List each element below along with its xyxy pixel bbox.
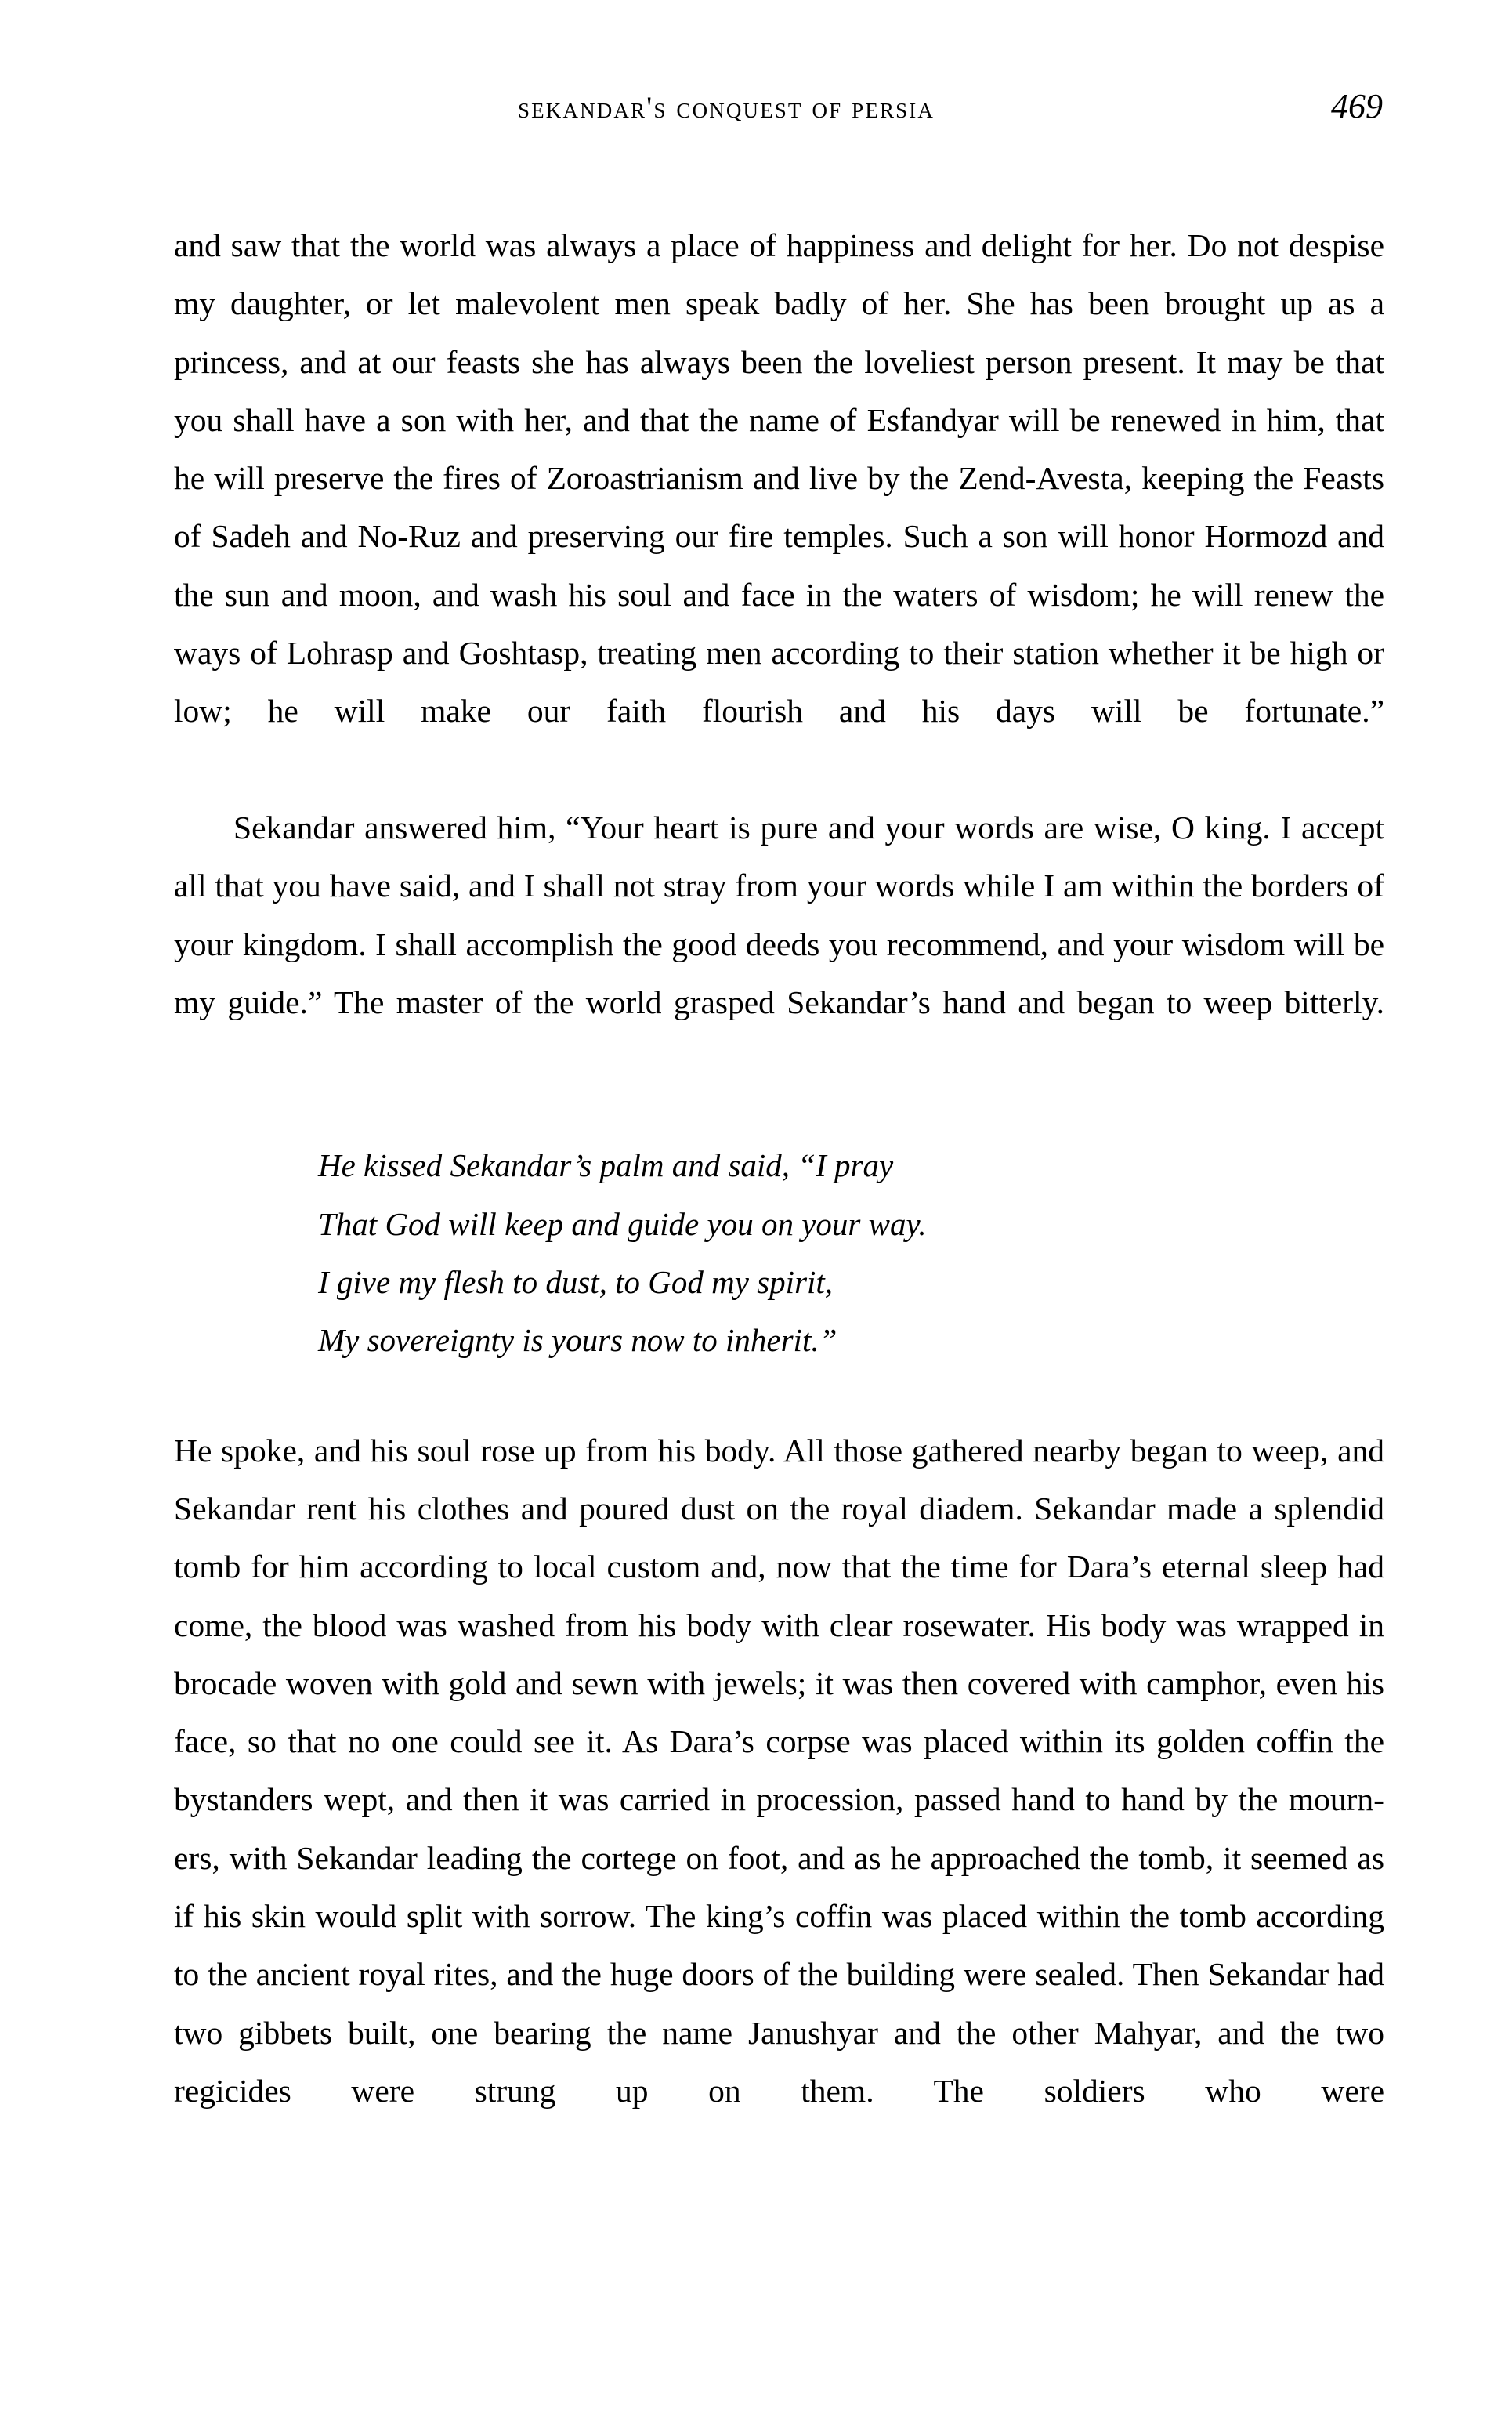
paragraph-2: Sekandar answered him, “Your heart is pure and your words are wise, O king. I accept all that you have said, and I shall not stray from your words while I am within the borders of your kingdom. I shall accomplish the good deeds you recommend, and your wisdom will be my guide.” The master of the world grasped Sekandar’s hand and began to weep bitterly. [174, 809, 1384, 1020]
verse-line-2: That God will keep and guide you on your way. [318, 1205, 927, 1242]
verse-line-3: I give my flesh to dust, to God my spirit, [318, 1264, 834, 1301]
page-number: 469 [1331, 87, 1383, 125]
running-head-title: sekandar's conquest of persia [518, 91, 935, 125]
running-head [174, 87, 1383, 139]
verse-line-1: He kissed Sekandar’s palm and said, “I pray [318, 1147, 894, 1184]
paragraph-3: He spoke, and his soul rose up from his body. All those gathered nearby began to weep, and Sekandar rent his clothes and poured dust on the royal diadem. Sekandar made a splendid tomb for him according to local custom and, now that the time for Dara’s eternal sleep had come, the blood was washed from his body with clear rosewater. His body was wrapped in brocade woven with gold and sewn with jewels; it was then covered with camphor, even his face, so that no one could see it. As Dara’s corpse was placed within its golden coffin the bystanders wept, and then it was carried in procession, passed hand to hand by the mourn-ers, with Sekandar leading the cortege on foot, and as he approached the tomb, it seemed as if his skin would split with sorrow. The king’s coffin was placed within the tomb according to the ancient royal rites, and the huge doors of the building were sealed. Then Sekandar had two gibbets built, one bearing the name Janushyar and the other Mahyar, and the two regicides were strung up on them. The soldiers who were [174, 1432, 1384, 2109]
verse-block [174, 1136, 1384, 1369]
paragraph-1: and saw that the world was always a place of happiness and delight for her. Do not despise my daughter, or let malevolent men speak badly of her. She has been brought up as a princess, and at our feasts she has always been the loveliest person present. It may be that you shall have a son with her, and that the name of Esfandyar will be renewed in him, that he will preserve the fires of Zoroastrianism and live by the Zend-Avesta, keeping the Feasts of Sadeh and No-Ruz and preserving our fire temples. Such a son will honor Hormozd and the sun and moon, and wash his soul and face in the waters of wisdom; he will renew the ways of Lohrasp and Goshtasp, treating men according to their station whether it be high or low; he will make our faith flourish and his days will be fortunate.” [174, 227, 1384, 730]
verse-line-4: My sovereignty is yours now to inherit.” [318, 1322, 837, 1359]
text-block [174, 216, 1384, 2179]
